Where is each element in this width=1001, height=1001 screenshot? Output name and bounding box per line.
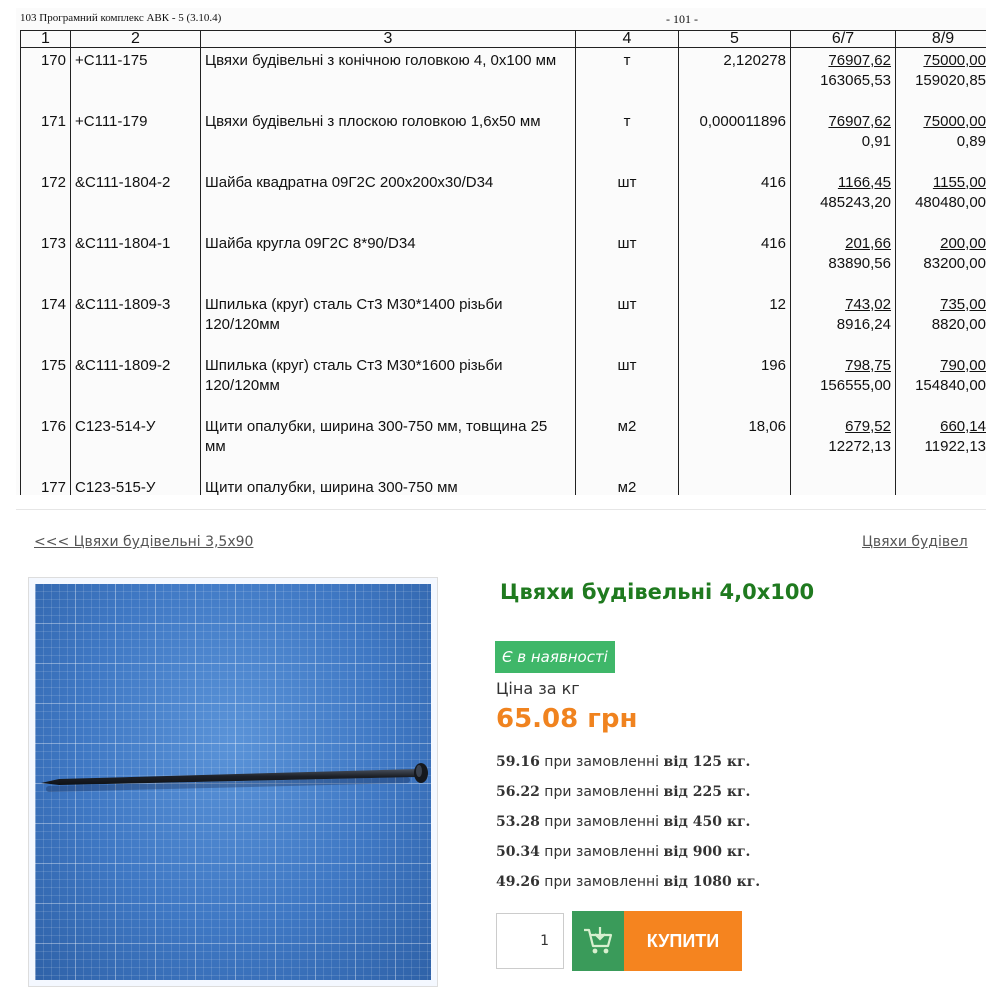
row-code: &С111-1804-1 <box>75 234 171 252</box>
row-unit-price-alt: 1155,00 <box>932 173 986 191</box>
buy-button[interactable] <box>572 911 742 971</box>
row-code: &С111-1809-3 <box>75 295 171 313</box>
page-number: - 101 - <box>666 12 698 26</box>
tier-text: при замовленні <box>539 784 664 800</box>
row-code: С123-514-У <box>75 417 156 435</box>
row-total: 485243,20 <box>820 193 891 211</box>
row-total-alt: 11922,13 <box>924 437 986 455</box>
cart-add-icon <box>572 911 624 971</box>
row-unit: шт <box>617 295 637 313</box>
row-code: +С111-179 <box>75 112 148 130</box>
row-number: 171 <box>40 112 66 130</box>
row-code: &С111-1809-2 <box>75 356 171 374</box>
row-total-alt: 8820,00 <box>931 315 986 333</box>
row-unit: шт <box>617 356 637 374</box>
row-unit-price: 201,66 <box>845 234 891 252</box>
column-header: 6/7 <box>791 31 896 48</box>
discount-tier <box>496 752 760 782</box>
row-unit: т <box>623 112 631 130</box>
row-number: 170 <box>40 52 66 69</box>
column-header: 4 <box>576 31 679 48</box>
row-quantity: 12 <box>769 295 786 313</box>
row-quantity: 18,06 <box>748 417 786 435</box>
document-header <box>16 10 986 32</box>
row-total-alt: 0,89 <box>956 132 986 150</box>
nail-photo-icon <box>35 584 431 980</box>
column-header: 2 <box>71 31 201 48</box>
row-quantity: 2,120278 <box>723 52 786 69</box>
column-header: 3 <box>201 31 576 48</box>
table-row <box>21 292 987 353</box>
row-unit-price-alt: 735,00 <box>940 295 986 313</box>
price-label: Ціна за кг <box>496 679 580 698</box>
table-row <box>21 231 987 292</box>
row-quantity: 0,000011896 <box>699 112 786 130</box>
tier-price: 56.22 <box>496 784 540 800</box>
row-unit-price-alt: 790,00 <box>940 356 986 374</box>
row-name: Шайба кругла 09Г2С 8*90/D34 <box>205 234 416 252</box>
row-quantity: 196 <box>760 356 786 374</box>
row-total-alt: 83200,00 <box>923 254 986 272</box>
tier-threshold: від 900 кг. <box>663 844 751 860</box>
product-image[interactable] <box>28 577 438 987</box>
row-unit-price: 76907,62 <box>828 112 891 130</box>
row-code: +С111-175 <box>75 52 148 69</box>
discount-tier <box>496 872 760 902</box>
row-unit-price-alt: 75000,00 <box>923 112 986 130</box>
row-name: Шайба квадратна 09Г2С 200х200х30/D34 <box>205 173 494 191</box>
row-number: 174 <box>40 295 66 313</box>
discount-tier <box>496 842 760 872</box>
tier-text: при замовленні <box>539 754 664 770</box>
row-number: 175 <box>40 356 66 374</box>
row-total: 0,91 <box>861 132 891 150</box>
prev-product-link[interactable]: <<< Цвяхи будівельні 3,5х90 <box>34 534 254 550</box>
column-header: 1 <box>21 31 71 48</box>
row-name: Шпилька (круг) сталь Ст3 М30*1600 різьби 120/120мм <box>205 356 503 394</box>
tier-threshold: від 450 кг. <box>663 814 751 830</box>
buy-button-label: КУПИТИ <box>624 911 742 971</box>
tier-text: при замовленні <box>539 874 664 890</box>
table-row <box>21 414 987 475</box>
row-number: 176 <box>40 417 66 435</box>
row-total: 8916,24 <box>836 315 891 333</box>
tier-text: при замовленні <box>539 814 664 830</box>
discount-tier <box>496 812 760 842</box>
table-row <box>21 475 987 496</box>
next-product-link[interactable]: Цвяхи будівел <box>862 534 968 550</box>
discount-tier <box>496 782 760 812</box>
table-row <box>21 170 987 231</box>
row-total-alt: 159020,85 <box>915 72 986 89</box>
row-total: 83890,56 <box>828 254 891 272</box>
tier-price: 50.34 <box>496 844 540 860</box>
row-unit-price: 798,75 <box>845 356 891 374</box>
row-number: 177 <box>40 478 66 495</box>
in-stock-badge: Є в наявності <box>495 641 615 673</box>
row-code: С123-515-У <box>75 478 156 495</box>
row-number: 172 <box>40 173 66 191</box>
row-unit-price: 76907,62 <box>828 52 891 69</box>
row-total: 163065,53 <box>820 72 891 89</box>
row-unit-price-alt: 660,14 <box>940 417 986 435</box>
quantity-input[interactable] <box>496 913 564 969</box>
row-code: &С111-1804-2 <box>75 173 171 191</box>
row-unit: м2 <box>617 417 637 435</box>
row-number: 173 <box>40 234 66 252</box>
row-unit: м2 <box>617 478 637 495</box>
row-name: Цвяхи будівельні з плоскою головкою 1,6х50 мм <box>205 112 541 130</box>
table-header-row <box>21 31 987 48</box>
row-unit: шт <box>617 173 637 191</box>
row-unit-price-alt: 75000,00 <box>923 52 986 69</box>
tier-threshold: від 225 кг. <box>663 784 751 800</box>
estimate-table <box>20 30 986 495</box>
scanned-estimate-document <box>16 8 986 495</box>
row-total-alt: 154840,00 <box>915 376 986 394</box>
column-header: 5 <box>679 31 791 48</box>
product-title: Цвяхи будівельні 4,0х100 <box>500 580 815 604</box>
tier-threshold: від 125 кг. <box>663 754 751 770</box>
table-row <box>21 353 987 414</box>
price-value: 65.08 грн <box>496 704 638 734</box>
row-name: Щити опалубки, ширина 300-750 мм, товщина 25 мм <box>205 417 548 455</box>
column-header: 8/9 <box>896 31 987 48</box>
tier-price: 53.28 <box>496 814 540 830</box>
tier-text: при замовленні <box>539 844 664 860</box>
row-unit: шт <box>617 234 637 252</box>
program-name: 103 Програмний комплекс АВК - 5 (3.10.4) <box>20 12 222 24</box>
row-quantity: 416 <box>760 234 786 252</box>
row-unit-price: 679,52 <box>845 417 891 435</box>
tier-price: 49.26 <box>496 874 540 890</box>
row-quantity: 416 <box>760 173 786 191</box>
row-unit-price: 1166,45 <box>837 173 891 191</box>
tier-price: 59.16 <box>496 754 540 770</box>
row-unit: т <box>623 52 631 69</box>
row-unit-price: 743,02 <box>845 295 891 313</box>
row-unit-price-alt: 200,00 <box>940 234 986 252</box>
tier-threshold: від 1080 кг. <box>663 874 761 890</box>
row-name: Цвяхи будівельні з конічною головкою 4, 0х100 мм <box>205 52 557 69</box>
row-total: 156555,00 <box>820 376 891 394</box>
row-name: Щити опалубки, ширина 300-750 мм <box>205 478 458 495</box>
row-total: 12272,13 <box>828 437 891 455</box>
row-name: Шпилька (круг) сталь Ст3 М30*1400 різьби 120/120мм <box>205 295 503 333</box>
table-row <box>21 109 987 170</box>
volume-discount-list <box>496 752 760 902</box>
row-total-alt: 480480,00 <box>915 193 986 211</box>
table-row <box>21 48 987 109</box>
nail-illustration <box>35 584 431 980</box>
section-divider <box>16 509 986 510</box>
